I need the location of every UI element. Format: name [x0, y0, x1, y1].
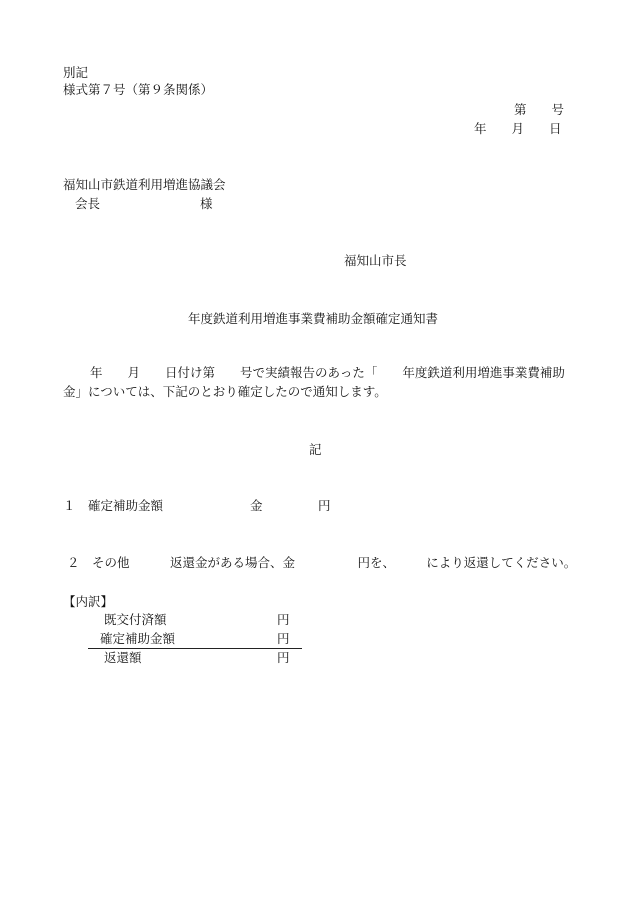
item2-label: ２ その他	[67, 555, 130, 570]
sender-name: 福知山市長	[344, 253, 407, 268]
body-line-2: 金」については、下記のとおり確定したので通知します。	[63, 384, 387, 399]
document-number: 第 号	[514, 102, 565, 117]
breakdown-row-label: 既交付済額	[104, 612, 167, 627]
form-number: 様式第７号（第９条関係）	[63, 82, 214, 97]
body-line-1: 年 月 日付け第 号で実績報告のあった「 年度鉄道利用増進事業費補助	[90, 365, 565, 380]
item1-kin: 金	[250, 498, 263, 513]
item1-en: 円	[318, 498, 331, 513]
addressee-title: 会長 様	[75, 196, 213, 211]
item1-label: １ 確定補助金額	[63, 498, 164, 513]
breakdown-row-label: 返還額	[104, 650, 142, 665]
breakdown-heading: 【内訳】	[63, 594, 114, 609]
annex-label: 別記	[63, 65, 89, 80]
breakdown-divider	[88, 648, 302, 649]
breakdown-row-unit: 円	[277, 650, 290, 665]
issue-date: 年 月 日	[474, 121, 562, 136]
breakdown-row-unit: 円	[277, 612, 290, 627]
ki-heading: 記	[309, 442, 322, 457]
addressee-organization: 福知山市鉄道利用増進協議会	[63, 177, 226, 192]
breakdown-row-label: 確定補助金額	[100, 631, 176, 646]
breakdown-row-unit: 円	[277, 631, 290, 646]
item2-text: 返還金がある場合、金 円を、 により返還してください。	[170, 555, 577, 570]
document-title: 年度鉄道利用増進事業費補助金額確定通知書	[188, 311, 439, 326]
